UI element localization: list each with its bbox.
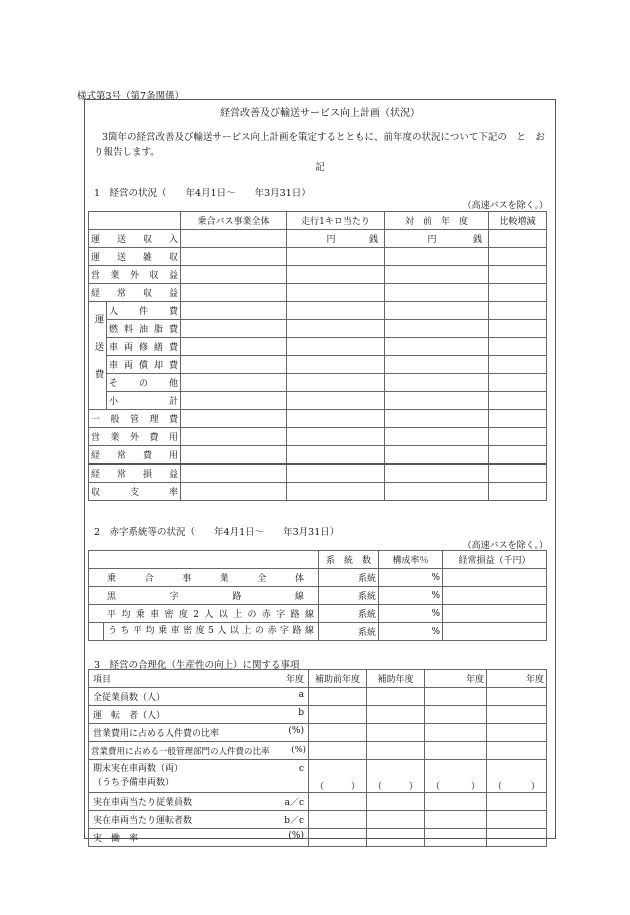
- s1-cell: [385, 483, 489, 501]
- s1-cell: [489, 446, 547, 465]
- s3-cell: [425, 829, 487, 847]
- s3-col-header: 補助年度: [367, 670, 425, 688]
- s2-col-header: 経常損益（千円）: [443, 551, 547, 569]
- s3-cell: [425, 724, 487, 742]
- s1-cell: [287, 248, 385, 266]
- s1-row-label: 営 業 外 収 益: [89, 266, 181, 284]
- s1-cell: [287, 266, 385, 284]
- s1-cell: [385, 284, 489, 302]
- document-title: 経営改善及び輸送サービス向上計画（状況）: [220, 108, 420, 119]
- s1-cell: [489, 464, 547, 483]
- s1-cell: [489, 320, 547, 338]
- unit-sen: 銭: [368, 235, 378, 245]
- s3-cell: [309, 793, 367, 811]
- s1-cell: [287, 230, 385, 248]
- s3-row-code: a: [298, 690, 304, 700]
- s2-pct: %: [379, 587, 443, 605]
- s1-cell: [181, 374, 287, 392]
- section1-note: （高速バスを除く。）: [462, 201, 548, 211]
- s3-row: [89, 829, 309, 847]
- unit-yen: 円: [326, 235, 336, 245]
- s3-cell: [487, 793, 547, 811]
- s2-col-header: 系 統 数: [319, 551, 379, 569]
- s1-cell: [489, 374, 547, 392]
- s1-cell: [287, 320, 385, 338]
- s3-cell: [367, 811, 425, 829]
- s1-cell: [385, 230, 489, 248]
- s3-cell: [309, 742, 367, 760]
- s1-cell: [489, 356, 547, 374]
- s2-cell: [443, 605, 547, 623]
- s3-row-code: (%): [288, 726, 304, 736]
- s1-cell: [181, 356, 287, 374]
- s1-cell: [385, 374, 489, 392]
- s3-row-label: 営業費用に占める一般管理部門の人件費の比率: [91, 746, 270, 757]
- s1-cell: [489, 284, 547, 302]
- s1-cell: [181, 302, 287, 320]
- s3-cell: （ ）: [309, 760, 367, 793]
- s3-cell: [367, 829, 425, 847]
- s1-cell: [181, 410, 287, 428]
- s1-cell: [489, 248, 547, 266]
- s1-cell: [181, 483, 287, 501]
- s3-cell: [487, 829, 547, 847]
- s3-item-header: [89, 670, 309, 688]
- s1-row-label: 燃料油脂費: [107, 320, 181, 338]
- s1-cell: [287, 392, 385, 410]
- s1-row-label: 経 常 収 益: [89, 284, 181, 302]
- s1-transport-cost-group: 運送費: [89, 302, 107, 410]
- s1-row-label: 小 計: [107, 392, 181, 410]
- s3-cell: [425, 742, 487, 760]
- s3-row-label: 期末実在車両数（両）: [93, 764, 184, 774]
- s1-row-label: 経 常 費 用: [89, 446, 181, 465]
- s1-row-label: 人 件 費: [107, 302, 181, 320]
- s1-row-label: 車両修繕費: [107, 338, 181, 356]
- s1-cell: [287, 374, 385, 392]
- s1-cell: [287, 446, 385, 465]
- s3-row-label: 実 働 率: [93, 834, 139, 844]
- s1-cell: [385, 392, 489, 410]
- s3-row: [89, 724, 309, 742]
- s1-cell: [489, 338, 547, 356]
- s3-cell: [425, 811, 487, 829]
- s1-cell: [489, 428, 547, 446]
- s2-row-label: うち平均乗車密度5人以上の赤字路線: [103, 623, 316, 640]
- s1-cell: [181, 428, 287, 446]
- s1-row-label: 営 業 外 費 用: [89, 428, 181, 446]
- s3-row-label: 全従業員数（人）: [93, 693, 166, 703]
- s1-col-header: 乗合バス事業全体: [181, 212, 287, 230]
- s3-row: [89, 760, 309, 793]
- section3-table: [88, 669, 547, 847]
- s1-row-label: 経 常 損 益: [89, 464, 181, 483]
- s1-cell: [385, 464, 489, 483]
- section1-table: [88, 211, 547, 501]
- s1-cell: [287, 464, 385, 483]
- s2-pct: %: [379, 569, 443, 587]
- s1-cell: [385, 338, 489, 356]
- s1-row-label: 運 送 雑 収: [89, 248, 181, 266]
- s3-cell: [487, 811, 547, 829]
- s1-cell: [385, 428, 489, 446]
- s3-header-year: 年度: [285, 675, 304, 685]
- section2-note: （高速バスを除く。）: [462, 541, 548, 551]
- s1-cell: [287, 338, 385, 356]
- s2-col-header: 構成率％: [379, 551, 443, 569]
- form-number: 様式第3号（第7条関係）: [77, 91, 185, 102]
- s1-cell: [181, 320, 287, 338]
- unit-sen: 銭: [472, 235, 482, 245]
- s3-cell: [425, 706, 487, 724]
- s3-row-code: a／c: [284, 798, 304, 808]
- s1-cell: [287, 428, 385, 446]
- s2-count: 系統: [319, 623, 379, 641]
- s2-pct: %: [379, 623, 443, 641]
- section2-heading: 2 赤字系統等の状況（ 年4月1日～ 年3月31日）: [94, 527, 340, 538]
- s1-cell: [385, 302, 489, 320]
- section1-heading: 1 経営の状況（ 年4月1日～ 年3月31日）: [94, 188, 311, 199]
- s1-row-label: 車両償却費: [107, 356, 181, 374]
- s1-col-header: 対 前 年 度: [385, 212, 489, 230]
- s3-cell: （ ）: [425, 760, 487, 793]
- s3-cell: [487, 688, 547, 706]
- s1-cell: [181, 284, 287, 302]
- s2-corner: [89, 551, 319, 569]
- s1-cell: [489, 483, 547, 501]
- unit-yen: 円: [427, 235, 437, 245]
- s3-row: [89, 811, 309, 829]
- s2-row-label: 平均乗車密度2人以上の赤字路線: [89, 605, 319, 623]
- s1-col-header: 比較増減: [489, 212, 547, 230]
- s1-row-label: 運 送 収 入: [89, 230, 181, 248]
- s1-cell: [385, 248, 489, 266]
- s3-cell: [425, 793, 487, 811]
- s3-cell: （ ）: [487, 760, 547, 793]
- s3-cell: [367, 793, 425, 811]
- section2-table: [88, 550, 547, 641]
- s1-cell: [385, 356, 489, 374]
- s3-row-code: b／c: [284, 816, 304, 826]
- s3-cell: [487, 706, 547, 724]
- s3-row: [89, 742, 309, 760]
- s1-cell: [385, 446, 489, 465]
- s3-row-code: c: [298, 764, 304, 774]
- s1-cell: [489, 392, 547, 410]
- s3-cell: [425, 688, 487, 706]
- s3-cell: [367, 742, 425, 760]
- s2-count: 系統: [319, 587, 379, 605]
- s2-row-label: 乗 合 事 業 全 体: [89, 569, 319, 587]
- s3-row-code: b: [298, 708, 304, 718]
- s3-cell: [309, 724, 367, 742]
- s1-cell: [489, 266, 547, 284]
- s1-cell: [287, 284, 385, 302]
- s1-cell: [181, 230, 287, 248]
- s3-col-header: 年度: [487, 670, 547, 688]
- s3-col-header: 補助前年度: [309, 670, 367, 688]
- s3-row-label: 実在車両当たり運転者数: [93, 816, 193, 826]
- s3-header-item: 項目: [93, 675, 112, 685]
- s1-cell: [287, 410, 385, 428]
- s1-cell: [385, 266, 489, 284]
- s1-row-label: 収 支 率: [89, 483, 181, 501]
- s3-cell: [309, 811, 367, 829]
- s1-cell: [181, 338, 287, 356]
- s3-cell: [367, 724, 425, 742]
- s2-row-label: 黒 字 路 線: [89, 587, 319, 605]
- s3-cell: [309, 706, 367, 724]
- s3-cell: （ ）: [367, 760, 425, 793]
- s1-row-label: そ の 他: [107, 374, 181, 392]
- s1-corner: [89, 212, 181, 230]
- s1-cell: [287, 356, 385, 374]
- s1-cell: [489, 410, 547, 428]
- s3-col-header: 年度: [425, 670, 487, 688]
- s1-cell: [489, 230, 547, 248]
- s2-pct: %: [379, 605, 443, 623]
- s2-cell: [443, 569, 547, 587]
- s3-row-code: (%): [288, 831, 304, 841]
- section3-heading: 3 経営の合理化（生産性の向上）に関する事項: [94, 660, 300, 671]
- s1-row-label: 一 般 管 理 費: [89, 410, 181, 428]
- s1-cell: [181, 248, 287, 266]
- intro-text: 3箇年の経営改善及び輸送サービス向上計画を策定するとともに、前年度の状況について下記の と おり報告します。: [94, 132, 545, 158]
- s3-row: [89, 706, 309, 724]
- s3-cell: [487, 724, 547, 742]
- s1-cell: [287, 483, 385, 501]
- s3-row: [89, 793, 309, 811]
- s3-cell: [309, 688, 367, 706]
- s1-cell: [385, 320, 489, 338]
- ki-label: 記: [315, 162, 325, 173]
- s2-row-label-wrap: [89, 623, 319, 641]
- s3-cell: [309, 829, 367, 847]
- s1-col-header: 走行1キロ当たり: [287, 212, 385, 230]
- s3-row: [89, 688, 309, 706]
- s3-cell: [367, 706, 425, 724]
- s1-cell: [181, 392, 287, 410]
- s3-cell: [367, 688, 425, 706]
- s2-count: 系統: [319, 569, 379, 587]
- s1-cell: [181, 464, 287, 483]
- s3-row-code: (%): [291, 744, 306, 755]
- s3-row-label: 営業費用に占める人件費の比率: [93, 729, 220, 739]
- s2-cell: [443, 587, 547, 605]
- s3-cell: [487, 742, 547, 760]
- s2-cell: [443, 623, 547, 641]
- s1-cell: [489, 302, 547, 320]
- s1-cell: [287, 302, 385, 320]
- s2-count: 系統: [319, 605, 379, 623]
- s3-row-label: 運 転 者（人）: [93, 711, 166, 721]
- s3-row-label: 実在車両当たり従業員数: [93, 798, 193, 808]
- s1-cell: [181, 446, 287, 465]
- s1-cell: [181, 266, 287, 284]
- s1-cell: [385, 410, 489, 428]
- s3-row-sub: （うち予備車両数）: [93, 778, 175, 788]
